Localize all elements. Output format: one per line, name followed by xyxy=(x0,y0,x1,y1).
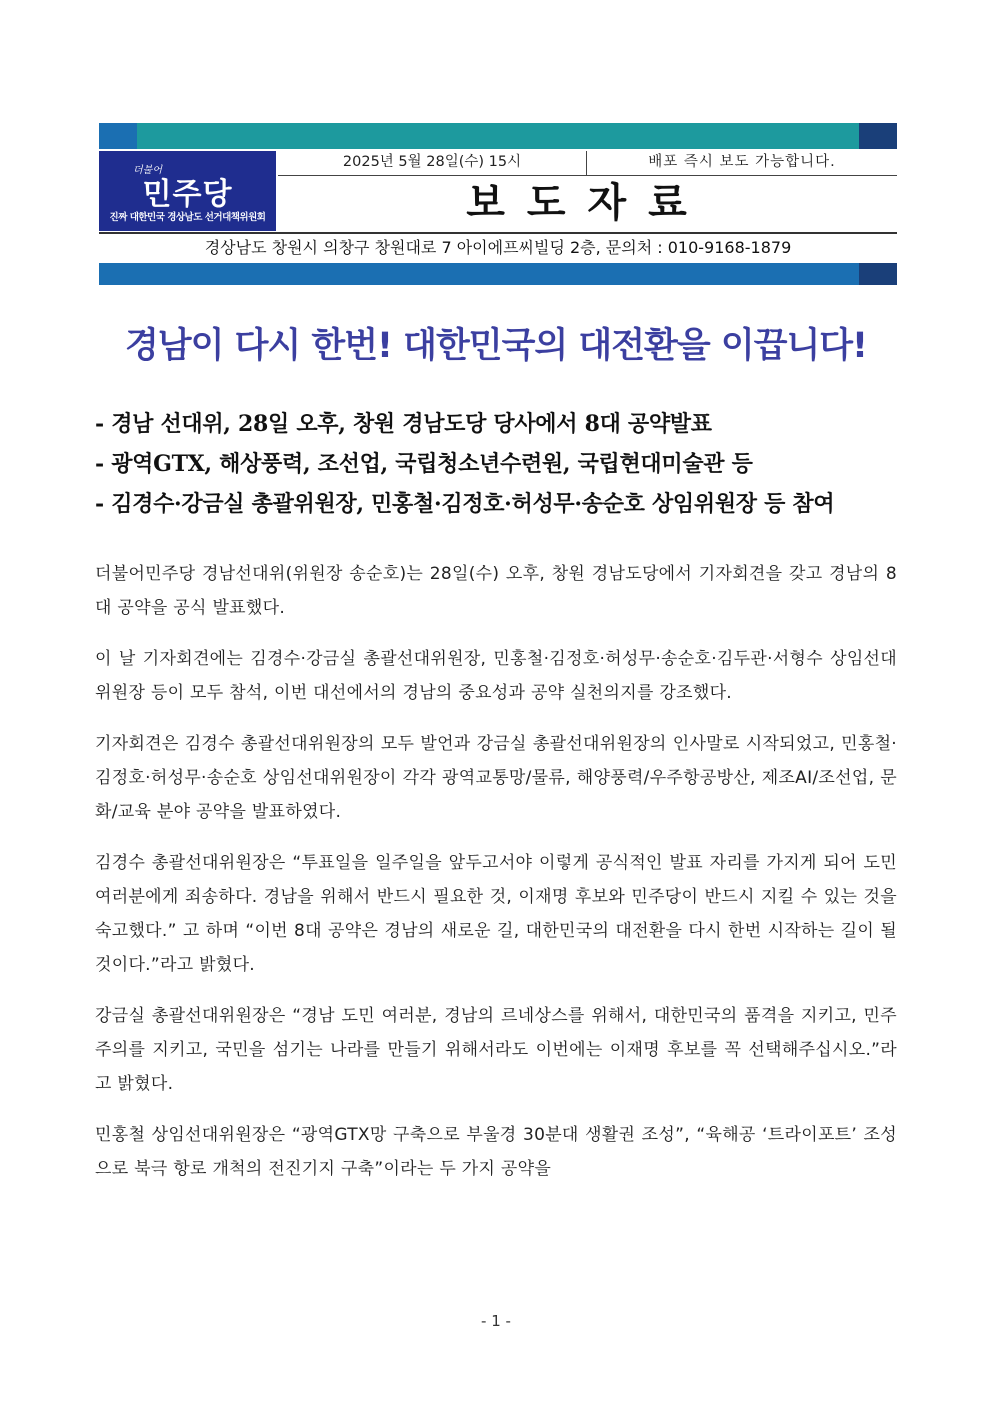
header-bottom-bar-blue xyxy=(99,263,859,285)
header-info-row xyxy=(278,151,897,176)
body-paragraph: 더불어민주당 경남선대위(위원장 송순호)는 28일(수) 오후, 창원 경남도당에서 기자회견을 갖고 경남의 8대 공약을 공식 발표했다. xyxy=(95,564,897,618)
subhead-item: - 광역GTX, 해상풍력, 조선업, 국립청소년수련원, 국립현대미술관 등 xyxy=(95,451,753,477)
document-type-title: 보도자료 xyxy=(466,180,709,226)
subhead-item: - 김경수·강금실 총괄위원장, 민홍철·김정호·허성무·송순호 상임위원장 등 참여 xyxy=(95,491,835,517)
subhead-item: - 경남 선대위, 28일 오후, 창원 경남도당 당사에서 8대 공약발표 xyxy=(95,411,712,437)
body-paragraph: 기자회견은 김경수 총괄선대위원장의 모두 발언과 강금실 총괄선대위원장의 인사말로 시작되었고, 민홍철·김정호·허성무·송순호 상임선대위원장이 각각 광역교통망/물류, 해양풍력/우주항공방산, 제조AI/조선업, 문화/교육 분야 공약을 발표하였다. xyxy=(95,734,897,822)
body-paragraph: 민홍철 상임선대위원장은 “광역GTX망 구축으로 부울경 30분대 생활권 조성”, “육해공 ‘트라이포트’ 조성으로 북극 항로 개척의 전진기지 구축”이라는 두 가지 공약을 xyxy=(95,1125,897,1179)
subheads-list xyxy=(95,404,915,524)
headline: 경남이 다시 한번! 대한민국의 대전환을 이끕니다! xyxy=(124,326,868,366)
party-logo xyxy=(99,151,276,231)
logo-subtitle: 진짜 대한민국 경상남도 선거대책위원회 xyxy=(109,212,266,223)
header-divider xyxy=(99,232,897,234)
header-top-bar-teal xyxy=(137,123,859,149)
body-paragraph: 강금실 총괄선대위원장은 “경남 도민 여러분, 경남의 르네상스를 위해서, 대한민국의 품격을 지키고, 민주주의를 지키고, 국민을 섬기는 나라를 만들기 위해서라도 이번에는 이재명 후보를 꼭 선택해주십시오.”라고 밝혔다. xyxy=(95,1006,897,1094)
header-top-bar-blue xyxy=(99,123,137,149)
header-bottom-bar xyxy=(99,263,897,285)
logo-small-text: 더불어 xyxy=(133,165,162,176)
body-paragraph: 이 날 기자회견에는 김경수·강금실 총괄선대위원장, 민홍철·김정호·허성무·송순호·김두관·서형수 상임선대위원장 등이 모두 참석, 이번 대선에서의 경남의 중요성과 공약 실천의지를 강조했다. xyxy=(95,649,897,703)
header-bottom-bar-navy xyxy=(859,263,897,285)
contact-address: 경상남도 창원시 의창구 창원대로 7 아이에프씨빌딩 2층, 문의처 : 010-9168-1879 xyxy=(204,238,792,257)
header-top-bar xyxy=(99,123,897,149)
logo-main-text: 민주당 xyxy=(142,177,233,212)
release-date: 2025년 5월 28일(수) 15시 xyxy=(278,151,587,175)
article-body xyxy=(95,557,897,1203)
page-number: - 1 - xyxy=(481,1312,511,1330)
body-paragraph: 김경수 총괄선대위원장은 “투표일을 일주일을 앞두고서야 이렇게 공식적인 발표 자리를 가지게 되어 도민 여러분에게 죄송하다. 경남을 위해서 반드시 필요한 것, 이재명 후보와 민주당이 반드시 지킬 수 있는 것을 숙고했다.” 고 하며 “이번 8대 공약은 경남의 새로운 길, 대한민국의 대전환을 다시 한번 시작하는 길이 될 것이다.”라고 밝혔다. xyxy=(95,853,897,975)
header-top-bar-navy xyxy=(859,123,897,149)
embargo-notice: 배포 즉시 보도 가능합니다. xyxy=(648,154,836,170)
